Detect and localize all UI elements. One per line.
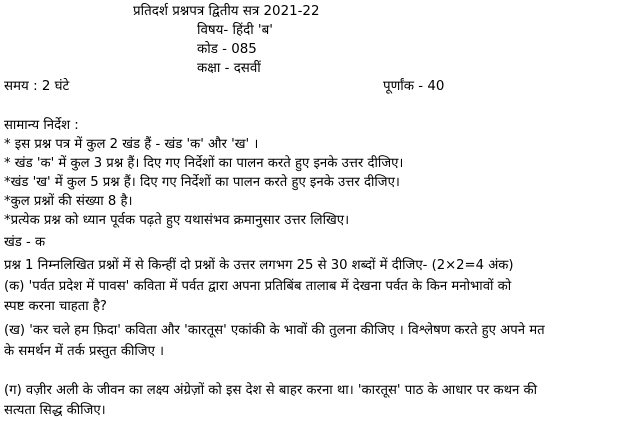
instruction-item: * इस प्रश्न पत्र में कुल 2 खंड हैं - खंड 'क' और 'ख' । <box>4 137 259 152</box>
question-ga-line-2: सत्यता सिद्ध कीजिए। <box>4 403 106 418</box>
class-line: कक्षा - दसवीं <box>197 61 261 76</box>
question-kha-line-2: के समर्थन में तर्क प्रस्तुत कीजिए । <box>4 344 165 359</box>
question-ka-line-2: स्पष्ट करना चाहता है? <box>4 299 107 314</box>
paper-title: प्रतिदर्श प्रश्नपत्र द्वितीय सत्र 2021-22 <box>133 4 320 19</box>
instruction-item: *प्रत्येक प्रश्न को ध्यान पूर्वक पढ़ते हुए यथासंभव क्रमानुसार उत्तर लिखिए। <box>4 213 350 228</box>
section-label: खंड - क <box>4 235 46 250</box>
question-kha-line-1: (ख) 'कर चले हम फ़िदा' कविता और 'कारतूस' एकांकी के भावों की तुलना कीजिए । विश्लेषण करते हुए अपने मत <box>4 323 545 338</box>
instruction-item: *कुल प्रश्नों की संख्या 8 है। <box>4 194 133 209</box>
question-ka-line-1: (क) 'पर्वत प्रदेश में पावस' कविता में पर्वत द्वारा अपना प्रतिबिंब तालाब में देखना पर्वत के किन मनोभावों को <box>4 279 512 294</box>
code-line: कोड - 085 <box>197 42 257 57</box>
instruction-item: *खंड 'ख' में कुल 5 प्रश्न हैं। दिए गए निर्देशों का पालन करते हुए इनके उत्तर दीजिए। <box>4 175 400 190</box>
instruction-item: * खंड 'क' में कुल 3 प्रश्न हैं। दिए गए निर्देशों का पालन करते हुए इनके उत्तर दीजिए। <box>4 156 404 171</box>
question-ga-line-1: (ग) वज़ीर अली के जीवन का लक्ष्य अंग्रेज़ों को इस देश से बाहर करना था। 'कारतूस' पाठ के आधार पर कथन की <box>4 383 538 398</box>
question-1-instruction: प्रश्न 1 निम्नलिखित प्रश्नों में से किन्हीं दो प्रश्नों के उत्तर लगभग 25 से 30 शब्दों में दीजिए- (2×2=4 अंक) <box>4 258 514 273</box>
subject-line: विषय- हिंदी 'ब' <box>197 23 273 38</box>
time-line: समय : 2 घंटे <box>4 79 70 94</box>
instructions-heading: सामान्य निर्देश : <box>4 118 79 133</box>
max-marks-line: पूर्णांक - 40 <box>383 79 445 94</box>
